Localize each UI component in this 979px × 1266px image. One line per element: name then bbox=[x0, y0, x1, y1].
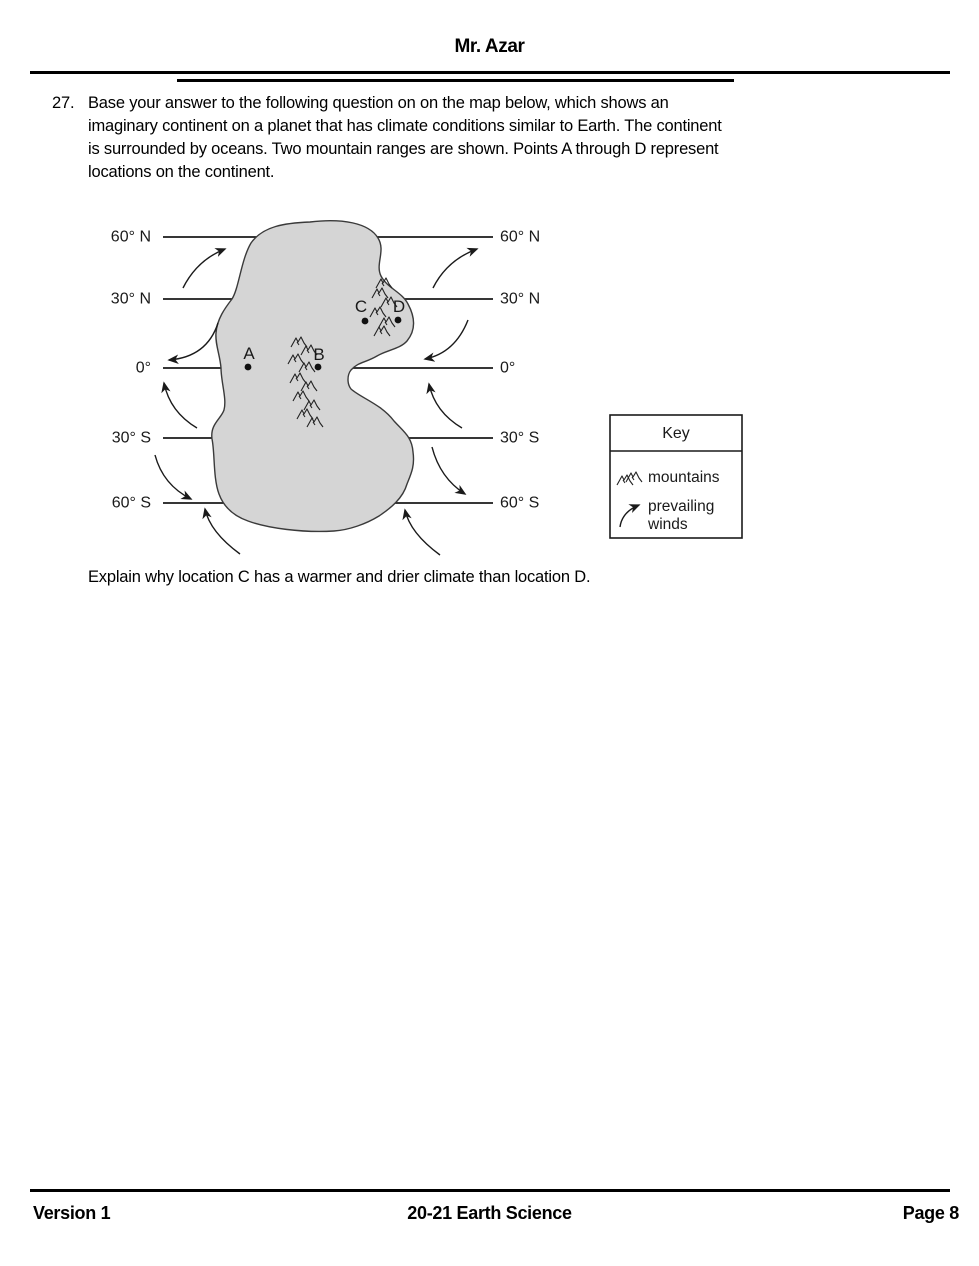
footer bbox=[0, 1203, 979, 1233]
latitude-labels-right bbox=[500, 229, 540, 512]
latitude-label: 30° N bbox=[110, 290, 151, 308]
point-a-dot bbox=[245, 364, 252, 371]
latitude-label: 0° bbox=[135, 359, 151, 377]
continent bbox=[212, 221, 414, 532]
point-b-dot bbox=[315, 364, 322, 371]
prevailing-wind-arrow bbox=[169, 323, 218, 360]
header-rule-primary bbox=[30, 71, 950, 74]
key-winds-label-line1: prevailing bbox=[648, 498, 715, 515]
latitude-label: 60° N bbox=[110, 228, 151, 246]
page-title: Mr. Azar bbox=[454, 36, 525, 57]
latitude-label: 30° S bbox=[500, 429, 540, 447]
prevailing-wind-arrow bbox=[155, 455, 191, 499]
point-c-label: C bbox=[354, 297, 368, 316]
footer-page-number: Page 8 bbox=[902, 1203, 959, 1223]
question-prompt: Explain why location C has a warmer and drier climate than location D. bbox=[88, 568, 591, 586]
footer-rule bbox=[30, 1189, 950, 1192]
prevailing-wind-arrow bbox=[425, 320, 468, 359]
footer-version: Version 1 bbox=[33, 1203, 111, 1223]
point-d-label: D bbox=[392, 297, 406, 316]
question-number: 27. bbox=[52, 94, 75, 112]
point-b-label: B bbox=[313, 345, 325, 364]
latitude-label: 30° S bbox=[111, 429, 151, 447]
point-d-dot bbox=[395, 317, 402, 324]
prevailing-wind-arrow bbox=[164, 383, 197, 428]
question-text bbox=[88, 92, 912, 184]
latitude-label: 60° N bbox=[500, 228, 541, 246]
key-title: Key bbox=[662, 425, 690, 442]
prevailing-wind-arrow bbox=[205, 509, 240, 554]
latitude-label: 30° N bbox=[500, 290, 541, 308]
question-line: locations on the continent. bbox=[88, 163, 275, 181]
point-c-dot bbox=[362, 318, 369, 325]
prevailing-wind-arrow bbox=[183, 249, 225, 288]
prevailing-wind-arrow bbox=[405, 510, 440, 555]
latitude-label: 0° bbox=[500, 359, 516, 377]
question-27 bbox=[52, 92, 912, 184]
prevailing-wind-arrow bbox=[433, 249, 477, 288]
climate-map-figure bbox=[85, 210, 765, 562]
question-line: imaginary continent on a planet that has climate conditions similar to Earth. The continent bbox=[88, 117, 722, 135]
latitude-label: 60° S bbox=[500, 494, 540, 512]
latitude-labels-left bbox=[111, 229, 151, 512]
key-winds-label-line2: winds bbox=[648, 516, 688, 533]
header-rule-secondary bbox=[177, 79, 734, 82]
latitude-label: 60° S bbox=[111, 494, 151, 512]
question-line: is surrounded by oceans. Two mountain ranges are shown. Points A through D represent bbox=[88, 140, 719, 158]
question-line: Base your answer to the following question on on the map below, which shows an bbox=[88, 94, 669, 112]
key-box bbox=[610, 415, 742, 538]
key-mountains-label: mountains bbox=[648, 469, 720, 486]
prevailing-wind-arrow bbox=[432, 447, 465, 494]
point-a-label: A bbox=[243, 344, 255, 363]
footer-course: 20-21 Earth Science bbox=[407, 1203, 572, 1223]
prevailing-wind-arrow bbox=[429, 384, 462, 428]
